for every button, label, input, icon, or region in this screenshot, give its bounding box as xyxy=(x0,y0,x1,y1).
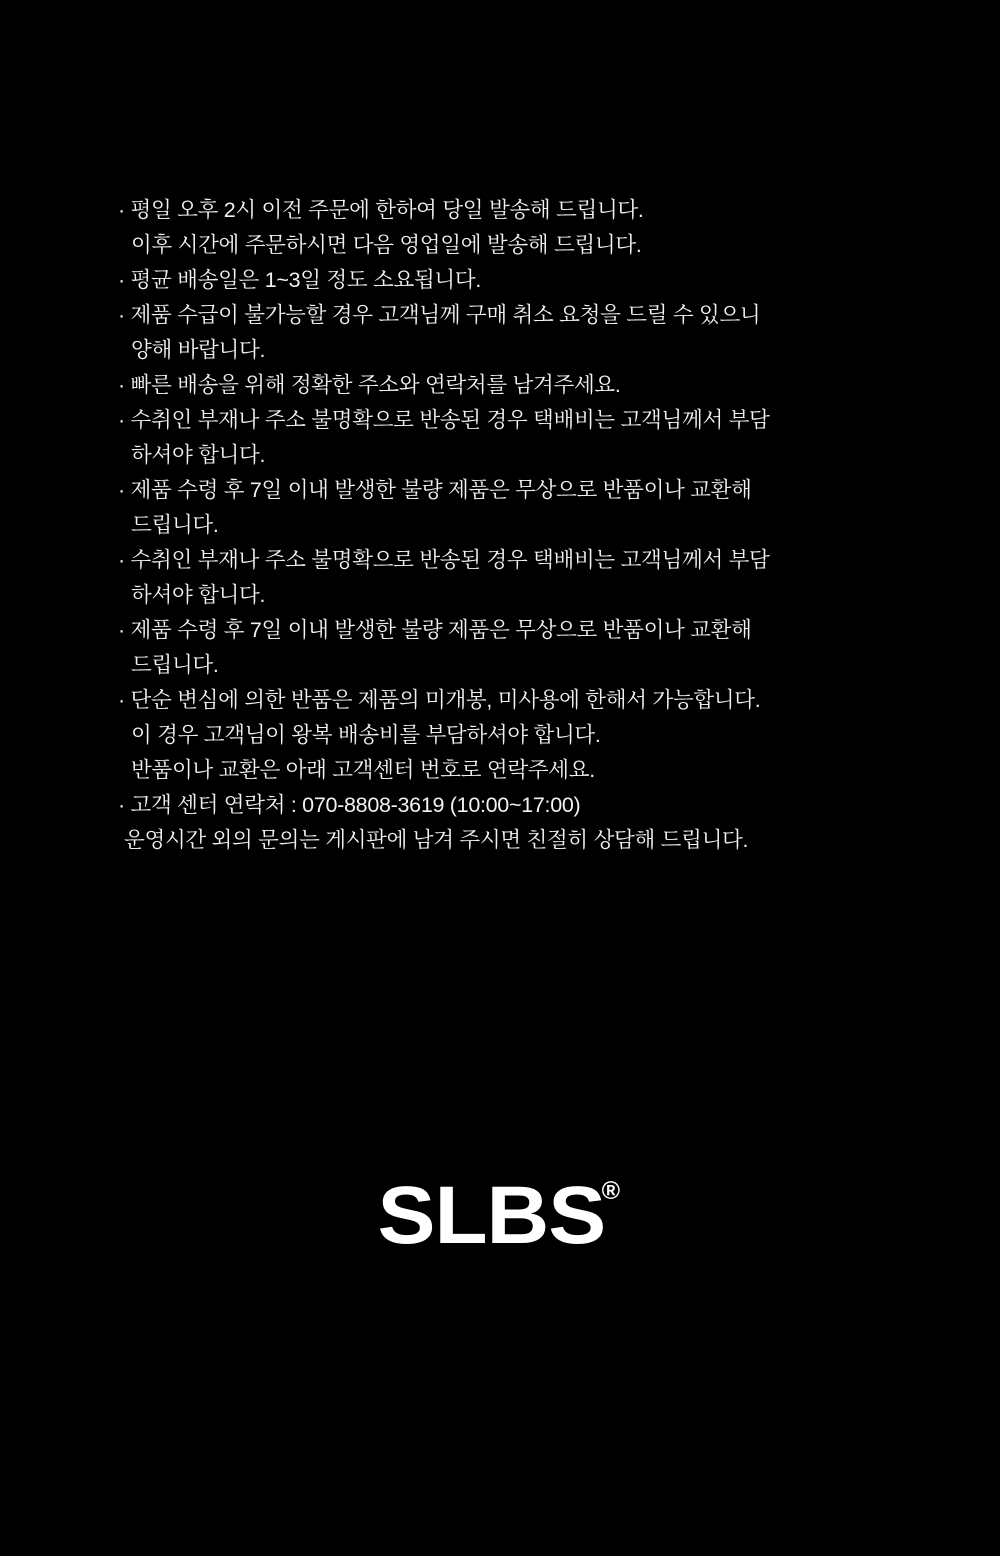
notice-line: · 제품 수령 후 7일 이내 발생한 불량 제품은 무상으로 반품이나 교환해 xyxy=(118,478,752,502)
notice-line: 이후 시간에 주문하시면 다음 영업일에 발송해 드립니다. xyxy=(131,233,642,257)
notice-item xyxy=(118,298,908,368)
shipping-notice-list xyxy=(118,193,908,858)
registered-trademark-icon: ® xyxy=(601,1177,620,1205)
notice-line: 이 경우 고객님이 왕복 배송비를 부담하셔야 합니다. xyxy=(131,723,601,747)
notice-line: · 단순 변심에 의한 반품은 제품의 미개봉, 미사용에 한해서 가능합니다. xyxy=(118,688,761,712)
notice-item xyxy=(118,473,908,543)
notice-item xyxy=(118,613,908,683)
brand-logo-area xyxy=(0,1170,1000,1261)
notice-item xyxy=(118,368,908,403)
notice-line: 하셔야 합니다. xyxy=(131,583,266,607)
notice-line: · 제품 수급이 불가능할 경우 고객님께 구매 취소 요청을 드릴 수 있으니 xyxy=(118,303,761,327)
notice-line: · 빠른 배송을 위해 정확한 주소와 연락처를 남겨주세요. xyxy=(118,373,621,397)
notice-line: 드립니다. xyxy=(131,653,219,677)
notice-item xyxy=(118,788,908,823)
notice-line: 양해 바랍니다. xyxy=(131,338,266,362)
notice-item xyxy=(118,543,908,613)
notice-line: 하셔야 합니다. xyxy=(131,443,266,467)
notice-line: · 평일 오후 2시 이전 주문에 한하여 당일 발송해 드립니다. xyxy=(118,198,644,222)
notice-line: · 고객 센터 연락처 : 070-8808-3619 (10:00~17:00) xyxy=(118,793,581,817)
notice-line: 반품이나 교환은 아래 고객센터 번호로 연락주세요. xyxy=(131,758,595,782)
notice-item xyxy=(118,683,908,788)
notice-line: · 수취인 부재나 주소 불명확으로 반송된 경우 택배비는 고객님께서 부담 xyxy=(118,548,770,572)
notice-line: · 평균 배송일은 1~3일 정도 소요됩니다. xyxy=(118,268,482,292)
notice-item xyxy=(118,403,908,473)
notice-line: 드립니다. xyxy=(131,513,219,537)
brand-logo xyxy=(377,1170,620,1261)
notice-line: · 제품 수령 후 7일 이내 발생한 불량 제품은 무상으로 반품이나 교환해 xyxy=(118,618,752,642)
notice-footer-note: 운영시간 외의 문의는 게시판에 남겨 주시면 친절히 상담해 드립니다. xyxy=(124,828,749,852)
notice-line: · 수취인 부재나 주소 불명확으로 반송된 경우 택배비는 고객님께서 부담 xyxy=(118,408,770,432)
brand-logo-text: SLBS xyxy=(377,1170,606,1261)
notice-item xyxy=(118,263,908,298)
notice-item xyxy=(118,193,908,263)
